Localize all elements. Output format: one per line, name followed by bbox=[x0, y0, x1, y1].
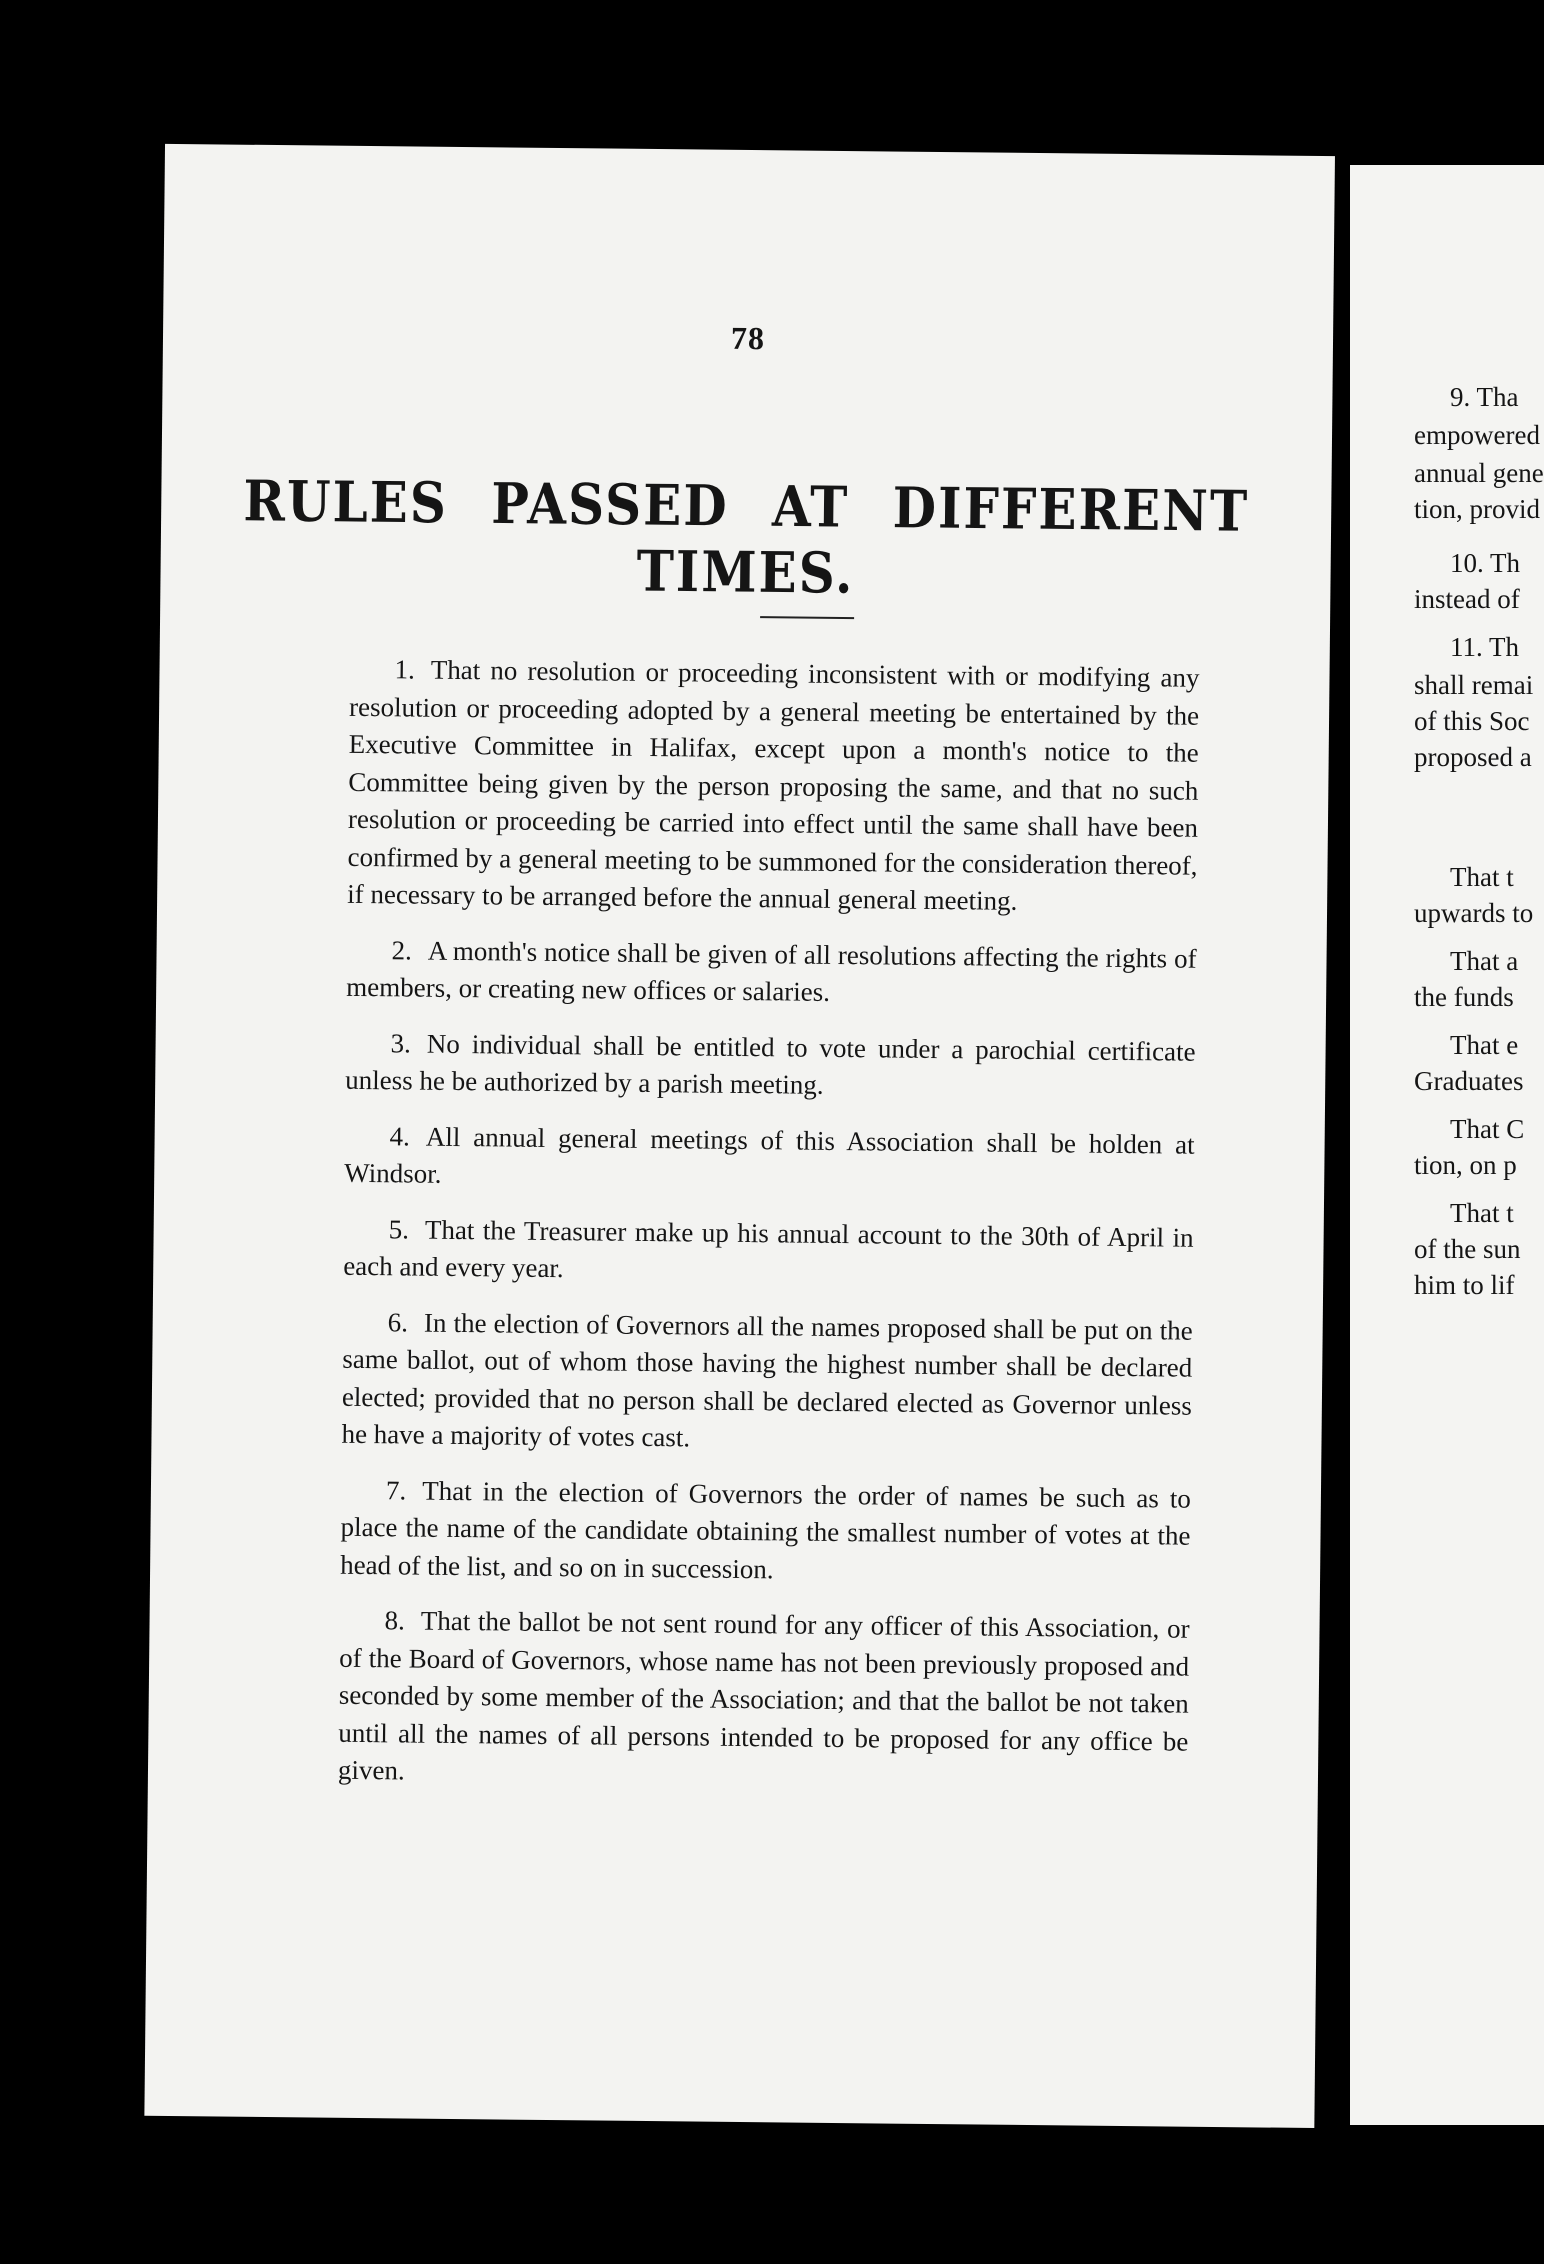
right-page-line: That t bbox=[1450, 1198, 1514, 1228]
rule-number: 2. bbox=[391, 934, 413, 966]
right-page-line: annual gene bbox=[1414, 458, 1544, 488]
rule-7 bbox=[340, 1471, 1191, 1592]
rule-number: 6. bbox=[387, 1306, 409, 1337]
rule-1 bbox=[347, 651, 1200, 922]
right-page-line: of the sun bbox=[1414, 1234, 1521, 1264]
right-page-line: empowered bbox=[1414, 420, 1540, 450]
rule-number: 1. bbox=[394, 654, 415, 685]
right-page-line: instead of bbox=[1414, 584, 1520, 614]
rule-text: A month's notice shall be given of all resolutions affecting the rights of members, or creating new offices or salaries. bbox=[346, 935, 1197, 1007]
right-page-line: That e bbox=[1450, 1030, 1519, 1060]
rules-list bbox=[338, 651, 1200, 1816]
right-page-line: 10. Th bbox=[1450, 548, 1521, 578]
right-page-line: shall remai bbox=[1414, 670, 1534, 700]
right-page-line: That C bbox=[1450, 1114, 1525, 1144]
rule-2 bbox=[346, 931, 1197, 1015]
rule-text: That no resolution or proceeding inconsistent with or modifying any resolution or proceeding adopted by a general meeting be entertained by the Executive Committee in Halifax, except upon a month's notice to the Committee being given by the person proposing the same, and that no such resolution or proceeding be carried into effect until the same shall have been confirmed by a general meeting to be summoned for the consideration thereof, if necessary to be arranged before the annual general meeting. bbox=[347, 654, 1200, 916]
rule-3 bbox=[345, 1024, 1196, 1108]
right-page bbox=[1350, 165, 1544, 2125]
right-page-line: 9. Tha bbox=[1450, 382, 1519, 412]
right-page-line: proposed a bbox=[1414, 742, 1532, 772]
right-page-line: him to lif bbox=[1414, 1270, 1515, 1300]
right-page-line: of this Soc bbox=[1414, 706, 1530, 736]
rule-6 bbox=[341, 1303, 1193, 1462]
right-page-line: upwards to bbox=[1414, 898, 1534, 928]
right-page-line: 11. Th bbox=[1450, 632, 1520, 662]
rule-text: That the ballot be not sent round for any officer of this Association, or of the Board of Governors, whose name has not been previously proposed and seconded by some member of the Association; and that the ballot be not taken until all the names of all persons intended to be proposed for any office be given. bbox=[337, 1605, 1190, 1786]
right-page-line: Graduates bbox=[1414, 1066, 1524, 1096]
rule-text: No individual shall be entitled to vote under a parochial certificate unless he be authorized by a parish meeting. bbox=[345, 1028, 1196, 1100]
rule-number: 4. bbox=[389, 1120, 411, 1151]
rule-number: 5. bbox=[388, 1213, 410, 1244]
rule-5 bbox=[343, 1210, 1194, 1294]
rule-number: 3. bbox=[390, 1027, 412, 1058]
page-title: RULES PASSED AT DIFFERENT TIMES. bbox=[243, 467, 1250, 607]
rule-4 bbox=[344, 1117, 1195, 1201]
rule-text: In the election of Governors all the names proposed shall be put on the same ballot, out of whom those having the highest number shall be declared elected; provided that no person shall be declared elected as Governor unless he have a majority of votes cast. bbox=[341, 1307, 1193, 1453]
right-page-line: That t bbox=[1450, 862, 1514, 892]
rule-text: That in the election of Governors the order of names be such as to place the name of the candidate obtaining the smallest number of votes at the head of the list, and so on in succession. bbox=[340, 1475, 1192, 1584]
right-page-line: the funds bbox=[1414, 982, 1514, 1012]
rule-text: That the Treasurer make up his annual account to the 30th of April in each and every year. bbox=[343, 1214, 1194, 1284]
right-page-line: tion, on p bbox=[1414, 1150, 1517, 1180]
page-number: 78 bbox=[730, 319, 766, 357]
left-page bbox=[144, 144, 1335, 2128]
rule-number: 8. bbox=[384, 1605, 405, 1636]
rule-text: All annual general meetings of this Association shall be holden at Windsor. bbox=[344, 1121, 1195, 1189]
right-page-line: That a bbox=[1450, 946, 1519, 976]
title-rule-divider bbox=[760, 616, 854, 619]
right-page-line: tion, provid bbox=[1414, 494, 1540, 524]
rule-number: 7. bbox=[385, 1474, 407, 1505]
rule-8 bbox=[338, 1602, 1190, 1798]
